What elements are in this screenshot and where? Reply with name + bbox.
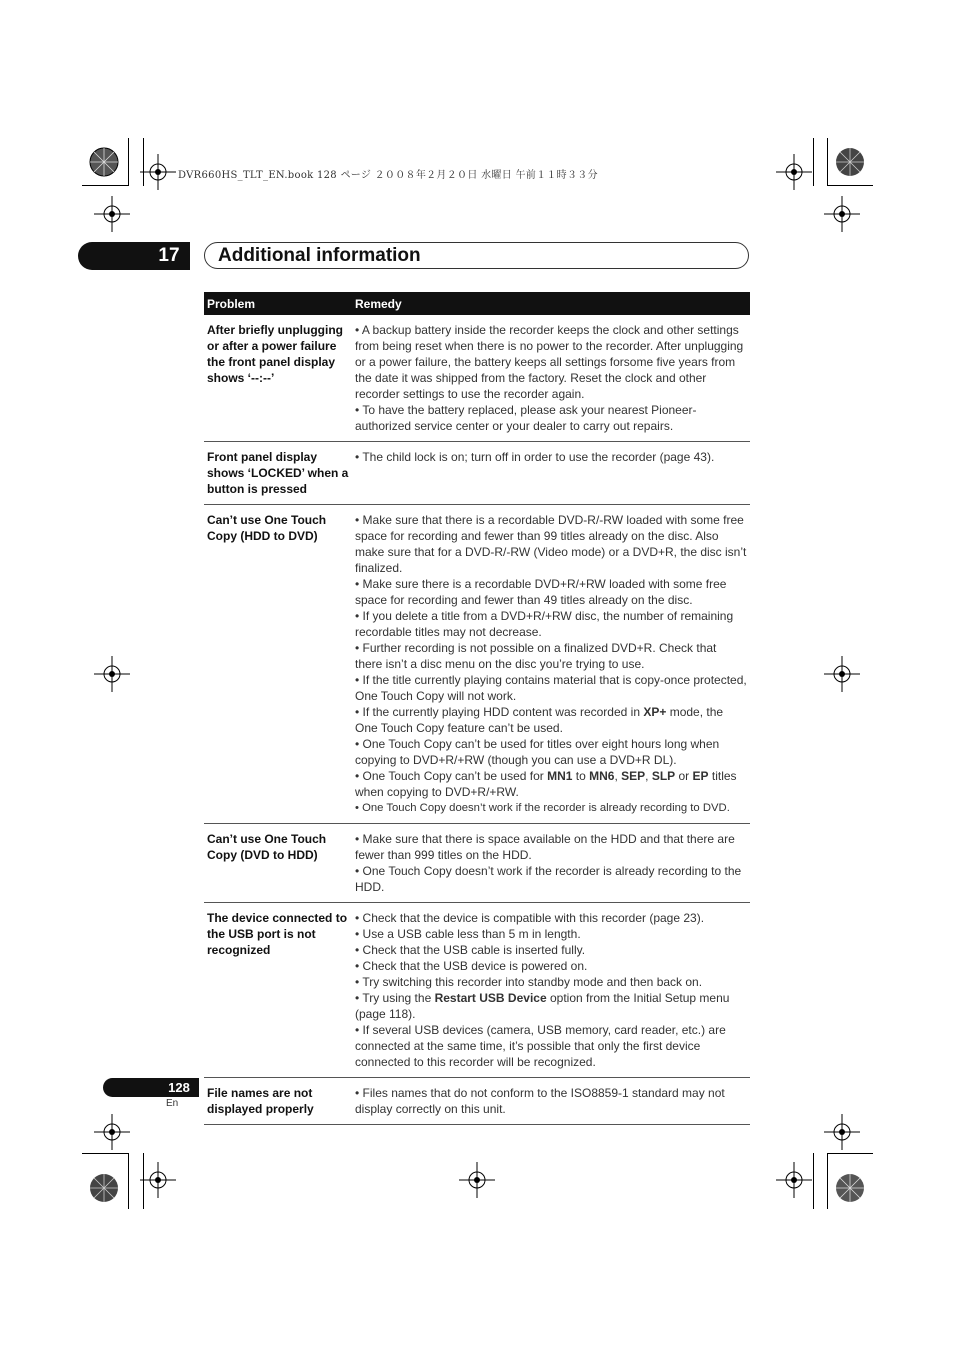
registration-crosshair-icon [824, 1114, 860, 1150]
mode-name-xp: XP+ [643, 705, 667, 719]
table-header-row [204, 292, 750, 315]
table-row [204, 824, 750, 903]
crop-mark [813, 138, 814, 186]
page-number: 128 [168, 1080, 190, 1095]
chapter-title: Additional information [218, 245, 421, 266]
mode-name: MN6 [589, 769, 615, 783]
header-remedy: Remedy [352, 292, 750, 315]
mode-name: MN1 [547, 769, 573, 783]
remedy-text: , [614, 769, 622, 783]
crop-mark [128, 138, 129, 186]
registration-starburst-icon [832, 144, 868, 180]
registration-starburst-icon [86, 144, 122, 180]
problem-cell: After briefly unplugging or after a power failure the front panel display shows ‘--:--’ [204, 315, 352, 442]
remedy-text: • Try using the [355, 991, 435, 1005]
table-row [204, 505, 750, 824]
remedy-cell [352, 903, 750, 1078]
print-header: DVR660HS_TLT_EN.book 128 ページ ２００８年２月２０日 水曜日 午前１１時３３分 [178, 170, 598, 181]
registration-crosshair-icon [776, 1162, 812, 1198]
remedy-item: • Check that the device is compatible with this recorder (page 23). [355, 911, 705, 925]
registration-crosshair-icon [94, 1114, 130, 1150]
page-language: En [166, 1098, 179, 1109]
registration-crosshair-icon [94, 196, 130, 232]
remedy-text: mode, the One Touch Copy feature can’t be used. [355, 705, 724, 735]
header-problem: Problem [204, 292, 352, 315]
remedy-item: • Check that the USB device is powered on. [355, 959, 588, 973]
remedy-text: option from the Initial Setup menu (page 118). [355, 991, 730, 1021]
problem-cell: Front panel display shows ‘LOCKED’ when a button is pressed [204, 442, 352, 505]
remedy-cell [352, 442, 750, 505]
remedy-item [355, 704, 747, 736]
menu-option-name: Restart USB Device [434, 991, 547, 1005]
remedy-cell [352, 315, 750, 442]
remedy-item: • To have the battery replaced, please ask your nearest Pioneer-authorized service center or your dealer to carry out repairs. [355, 403, 697, 433]
crop-mark [813, 1153, 814, 1209]
problem-cell: Can’t use One Touch Copy (DVD to HDD) [204, 824, 352, 903]
registration-crosshair-icon [776, 154, 812, 190]
registration-starburst-icon [86, 1170, 122, 1206]
remedy-cell [352, 1078, 750, 1125]
table-row [204, 442, 750, 505]
remedy-item: • Use a USB cable less than 5 m in length. [355, 927, 581, 941]
table-row [204, 315, 750, 442]
remedy-item: • If you delete a title from a DVD+R/+RW disc, the number of remaining recordable titles may not decrease. [355, 609, 734, 639]
remedy-item: • Make sure there is a recordable DVD+R/+RW loaded with some free space for recording and fewer than 49 titles already on the disc. [355, 577, 727, 607]
crop-mark [82, 185, 128, 186]
registration-crosshair-icon [94, 656, 130, 692]
remedy-item: • Files names that do not conform to the ISO8859-1 standard may not display correctly on this unit. [355, 1086, 725, 1116]
registration-crosshair-icon [140, 1162, 176, 1198]
remedy-item: • Check that the USB cable is inserted fully. [355, 943, 586, 957]
remedy-item [355, 768, 747, 800]
problem-cell: Can’t use One Touch Copy (HDD to DVD) [204, 505, 352, 824]
remedy-item: • A backup battery inside the recorder keeps the clock and other settings from being reset when there is no power to the recorder. After unplugging or a power failure, the battery keeps all settings forsome five years from the date it was shipped from the factory. Reset the clock and other recorder settings to use the recorder again. [355, 323, 744, 401]
crop-mark [827, 138, 828, 186]
crop-mark [827, 1153, 828, 1209]
crop-mark [827, 185, 873, 186]
troubleshooting-table [204, 292, 750, 1125]
registration-starburst-icon [832, 1170, 868, 1206]
mode-name: SEP [621, 769, 646, 783]
remedy-item: • One Touch Copy can’t be used for titles over eight hours long when copying to DVD+R/+RW (though you can use a DVD+R DL). [355, 737, 720, 767]
remedy-cell [352, 824, 750, 903]
remedy-text: titles when copying to DVD+R/+RW. [355, 769, 737, 799]
remedy-item: • The child lock is on; turn off in order to use the recorder (page 43). [355, 450, 715, 464]
remedy-item: • If several USB devices (camera, USB memory, card reader, etc.) are connected at the same time, it’s possible that only the first device connected to this recorder will be recognized. [355, 1023, 726, 1069]
crop-mark [82, 1153, 128, 1154]
remedy-text: , [645, 769, 652, 783]
remedy-item: • Make sure that there is a recordable DVD-R/-RW loaded with some free space for recording and fewer than 99 titles already on the disc. Also make sure that for a DVD-R/-RW (Video mode) or a DVD+R, the disc isn’t finalized. [355, 513, 747, 575]
crop-mark [827, 1153, 873, 1154]
registration-crosshair-icon [824, 656, 860, 692]
remedy-item [355, 990, 747, 1022]
remedy-item: • One Touch Copy doesn’t work if the recorder is already recording to DVD. [355, 802, 730, 814]
mode-name: EP [692, 769, 709, 783]
chapter-number: 17 [158, 245, 180, 266]
problem-cell: The device connected to the USB port is not recognized [204, 903, 352, 1078]
registration-crosshair-icon [824, 196, 860, 232]
remedy-item: • Make sure that there is space available on the HDD and that there are fewer than 999 titles on the HDD. [355, 832, 735, 862]
remedy-item: • One Touch Copy doesn’t work if the recorder is already recording to the HDD. [355, 864, 742, 894]
mode-name: SLP [651, 769, 676, 783]
crop-mark [128, 1153, 129, 1209]
table-row [204, 903, 750, 1078]
remedy-item: • If the title currently playing contains material that is copy-once protected, One Touch Copy will not work. [355, 673, 747, 703]
remedy-item: • Try switching this recorder into standby mode and then back on. [355, 975, 703, 989]
registration-crosshair-icon [140, 154, 176, 190]
remedy-item: • Further recording is not possible on a finalized DVD+R. Check that there isn’t a disc menu on the disc you’re trying to use. [355, 641, 717, 671]
registration-crosshair-icon [459, 1162, 495, 1198]
remedy-text: to [572, 769, 590, 783]
remedy-text: or [675, 769, 693, 783]
remedy-text: • One Touch Copy can’t be used for [355, 769, 548, 783]
problem-cell: File names are not displayed properly [204, 1078, 352, 1125]
remedy-text: • If the currently playing HDD content was recorded in [355, 705, 644, 719]
remedy-cell [352, 505, 750, 824]
table-row [204, 1078, 750, 1125]
